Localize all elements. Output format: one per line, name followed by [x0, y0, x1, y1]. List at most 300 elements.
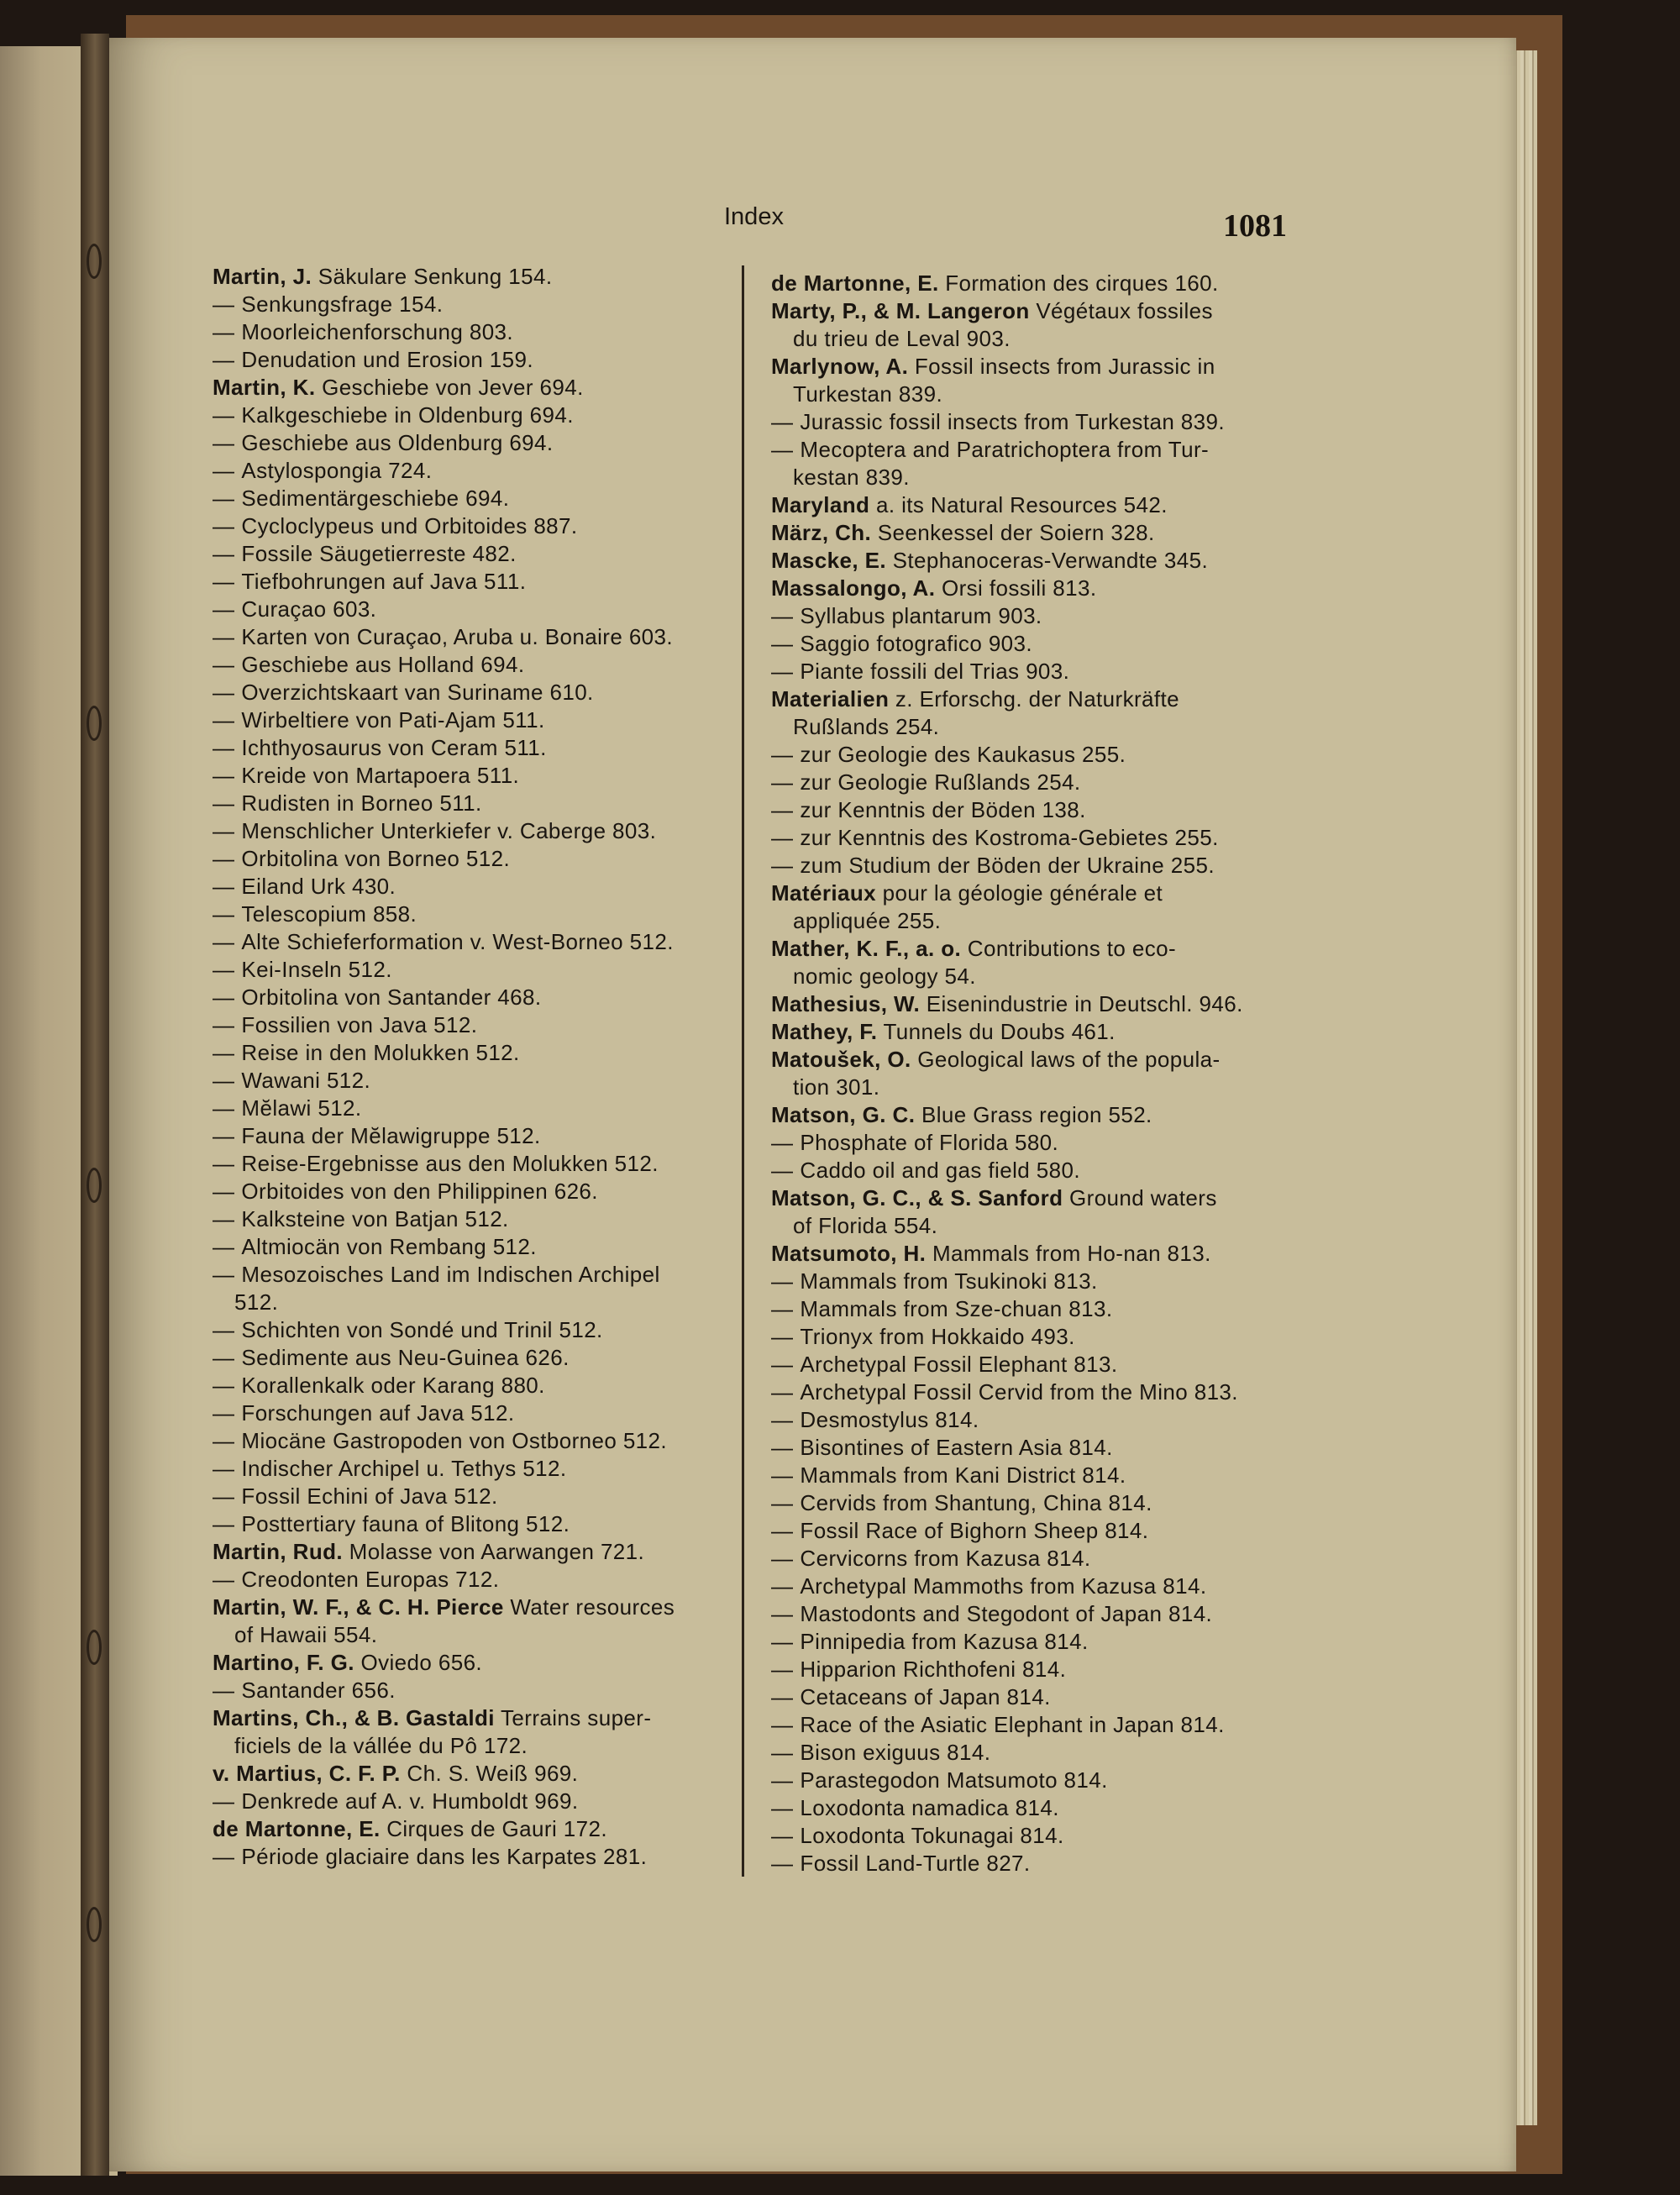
ditto-dash: —: [213, 1483, 235, 1509]
entry-author: Massalongo, A.: [771, 575, 936, 601]
ditto-dash: —: [771, 742, 794, 767]
index-entry: [771, 1184, 1290, 1240]
entry-title: pour la géologie générale et: [882, 880, 1163, 906]
index-subentry: [771, 1850, 1290, 1877]
index-subentry: [213, 1427, 733, 1455]
index-subentry: [771, 1378, 1290, 1406]
index-subentry: [213, 346, 733, 374]
entry-title: Fauna der Mĕlawigruppe 512.: [241, 1123, 541, 1148]
ditto-dash: —: [213, 596, 235, 622]
index-subentry: [213, 1011, 733, 1039]
binding-stitch: [87, 1168, 102, 1203]
ditto-dash: —: [213, 1456, 235, 1481]
ditto-dash: —: [213, 652, 235, 677]
index-subentry: [213, 1205, 733, 1233]
entry-title: Cervicorns from Kazusa 814.: [800, 1546, 1091, 1571]
ditto-dash: —: [213, 1511, 235, 1536]
ditto-dash: —: [771, 1158, 794, 1183]
entry-continuation: 512.: [234, 1289, 279, 1315]
ditto-dash: —: [771, 1601, 794, 1626]
entry-author: Mascke, E.: [771, 548, 886, 573]
ditto-dash: —: [213, 624, 235, 649]
index-subentry: [213, 984, 733, 1011]
index-subentry: [213, 1566, 733, 1594]
index-subentry: [213, 679, 733, 706]
entry-author: Mather, K. F., a. o.: [771, 936, 962, 961]
ditto-dash: —: [213, 1234, 235, 1259]
entry-title: Menschlicher Unterkiefer v. Caberge 803.: [241, 818, 657, 843]
ditto-dash: —: [771, 603, 794, 628]
index-subentry: [771, 658, 1290, 685]
entry-title: Orsi fossili 813.: [941, 575, 1097, 601]
index-entry: [771, 270, 1290, 297]
index-subentry: [771, 741, 1290, 769]
entry-title: Mesozoisches Land im Indischen Archipel: [241, 1262, 660, 1287]
binding-stitch: [87, 1630, 102, 1665]
entry-author: Martins, Ch., & B. Gastaldi: [213, 1705, 495, 1730]
index-subentry: [213, 1483, 733, 1510]
index-entry: [771, 1018, 1290, 1046]
index-subentry: [771, 1683, 1290, 1711]
index-subentry: [213, 1067, 733, 1095]
index-subentry: [771, 1157, 1290, 1184]
entry-title: Fossil Echini of Java 512.: [241, 1483, 498, 1509]
index-entry: [213, 1760, 733, 1788]
entry-title: zum Studium der Böden der Ukraine 255.: [800, 853, 1215, 878]
entry-title: Orbitolina von Borneo 512.: [241, 846, 511, 871]
index-subentry: [213, 1150, 733, 1178]
entry-author: Martin, W. F., & C. H. Pierce: [213, 1594, 504, 1620]
index-subentry: [771, 1711, 1290, 1739]
ditto-dash: —: [213, 901, 235, 927]
entry-title: zur Kenntnis der Böden 138.: [800, 797, 1086, 822]
index-subentry: [213, 1677, 733, 1704]
entry-title: Eiland Urk 430.: [241, 874, 396, 899]
entry-author: Mathesius, W.: [771, 991, 921, 1016]
index-subentry: [771, 1268, 1290, 1295]
binding-stitch: [87, 1907, 102, 1942]
index-subentry: [771, 1767, 1290, 1794]
entry-title: Cetaceans of Japan 814.: [800, 1684, 1051, 1709]
index-subentry: [213, 956, 733, 984]
index-subentry: [771, 408, 1290, 436]
index-subentry: [213, 1788, 733, 1815]
index-subentry: [213, 1233, 733, 1261]
entry-author: Martin, J.: [213, 264, 312, 289]
entry-title: Formation des cirques 160.: [945, 270, 1219, 296]
entry-title: Cirques de Gauri 172.: [386, 1816, 607, 1841]
entry-title: zur Geologie des Kaukasus 255.: [800, 742, 1126, 767]
ditto-dash: —: [771, 659, 794, 684]
running-head: Index: [724, 203, 784, 230]
entry-title: Mastodonts and Stegodont of Japan 814.: [800, 1601, 1213, 1626]
entry-continuation: ficiels de la vállée du Pô 172.: [234, 1733, 528, 1758]
entry-author: Matson, G. C., & S. Sanford: [771, 1185, 1063, 1210]
index-entry: [213, 1649, 733, 1677]
entry-author: v. Martius, C. F. P.: [213, 1761, 401, 1786]
index-subentry: [213, 568, 733, 596]
ditto-dash: —: [213, 1068, 235, 1093]
index-subentry: [213, 1344, 733, 1372]
ditto-dash: —: [213, 513, 235, 538]
index-subentry: [213, 734, 733, 762]
index-subentry: [771, 1295, 1290, 1323]
ditto-dash: —: [213, 569, 235, 594]
entry-title: Astylospongia 724.: [241, 458, 433, 483]
index-subentry: [213, 1510, 733, 1538]
index-subentry: [213, 1039, 733, 1067]
entry-title: Mĕlawi 512.: [241, 1095, 362, 1121]
entry-author: de Martonne, E.: [771, 270, 939, 296]
index-entry: [771, 1101, 1290, 1129]
index-subentry: [771, 1323, 1290, 1351]
index-subentry: [213, 457, 733, 485]
ditto-dash: —: [213, 957, 235, 982]
entry-title: Denkrede auf A. v. Humboldt 969.: [241, 1788, 579, 1814]
entry-title: Cycloclypeus und Orbitoides 887.: [241, 513, 578, 538]
index-subentry: [771, 1822, 1290, 1850]
entry-title: Kreide von Martapoera 511.: [241, 763, 520, 788]
entry-continuation: kestan 839.: [793, 465, 910, 490]
ditto-dash: —: [213, 818, 235, 843]
entry-title: Loxodonta namadica 814.: [800, 1795, 1059, 1820]
entry-title: Ch. S. Weiß 969.: [407, 1761, 579, 1786]
index-subentry: [213, 318, 733, 346]
index-subentry: [213, 1399, 733, 1427]
index-entry: [771, 547, 1290, 575]
index-subentry: [213, 873, 733, 901]
ditto-dash: —: [213, 1179, 235, 1204]
ditto-dash: —: [771, 631, 794, 656]
entry-title: Période glaciaire dans les Karpates 281.: [241, 1844, 648, 1869]
ditto-dash: —: [771, 1823, 794, 1848]
entry-continuation: of Hawaii 554.: [234, 1622, 378, 1647]
index-subentry: [771, 1628, 1290, 1656]
ditto-dash: —: [213, 1262, 235, 1287]
entry-author: Martin, Rud.: [213, 1539, 344, 1564]
ditto-dash: —: [213, 402, 235, 428]
index-subentry: [771, 1545, 1290, 1573]
ditto-dash: —: [771, 1268, 794, 1294]
entry-title: Loxodonta Tokunagai 814.: [800, 1823, 1064, 1848]
index-subentry: [213, 1843, 733, 1871]
ditto-dash: —: [213, 486, 235, 511]
entry-title: Posttertiary fauna of Blitong 512.: [241, 1511, 570, 1536]
ditto-dash: —: [213, 291, 235, 317]
index-subentry: [213, 762, 733, 790]
entry-author: Matoušek, O.: [771, 1047, 911, 1072]
ditto-dash: —: [771, 1795, 794, 1820]
entry-title: Korallenkalk oder Karang 880.: [241, 1373, 545, 1398]
ditto-dash: —: [213, 430, 235, 455]
index-subentry: [771, 436, 1290, 491]
entry-author: Matson, G. C.: [771, 1102, 916, 1127]
ditto-dash: —: [213, 1788, 235, 1814]
entry-title: Cervids from Shantung, China 814.: [800, 1490, 1152, 1515]
ditto-dash: —: [771, 1629, 794, 1654]
entry-title: Säkulare Senkung 154.: [318, 264, 553, 289]
entry-title: Fossil Land-Turtle 827.: [800, 1851, 1031, 1876]
entry-author: Materialien: [771, 686, 890, 712]
entry-title: a. its Natural Resources 542.: [875, 492, 1168, 517]
ditto-dash: —: [213, 707, 235, 733]
entry-title: Archetypal Mammoths from Kazusa 814.: [800, 1573, 1207, 1599]
index-subentry: [213, 1261, 733, 1316]
index-subentry: [213, 1122, 733, 1150]
index-subentry: [771, 630, 1290, 658]
index-subentry: [213, 512, 733, 540]
entry-title: Fossile Säugetierreste 482.: [241, 541, 517, 566]
entry-continuation: nomic geology 54.: [793, 964, 976, 989]
entry-title: Végétaux fossiles: [1036, 298, 1213, 323]
ditto-dash: —: [771, 769, 794, 795]
index-entry: [771, 685, 1290, 741]
ditto-dash: —: [771, 1712, 794, 1737]
ditto-dash: —: [213, 1012, 235, 1037]
ditto-dash: —: [771, 1767, 794, 1793]
entry-title: Orbitolina von Santander 468.: [241, 985, 542, 1010]
entry-title: Telescopium 858.: [241, 901, 417, 927]
ditto-dash: —: [771, 1407, 794, 1432]
index-entry: [771, 491, 1290, 519]
entry-author: Mathey, F.: [771, 1019, 878, 1044]
ditto-dash: —: [771, 1130, 794, 1155]
entry-title: zur Kenntnis des Kostroma-Gebietes 255.: [800, 825, 1219, 850]
index-entry: [771, 1046, 1290, 1101]
entry-title: Archetypal Fossil Cervid from the Mino 813.: [800, 1379, 1238, 1405]
entry-title: Pinnipedia from Kazusa 814.: [800, 1629, 1089, 1654]
index-subentry: [213, 706, 733, 734]
index-entry: [771, 1240, 1290, 1268]
index-subentry: [771, 824, 1290, 852]
entry-author: Matériaux: [771, 880, 876, 906]
entry-title: Sedimentärgeschiebe 694.: [241, 486, 510, 511]
ditto-dash: —: [771, 853, 794, 878]
ditto-dash: —: [771, 1546, 794, 1571]
entry-title: Ichthyosaurus von Ceram 511.: [241, 735, 547, 760]
index-column-left: [213, 263, 733, 1871]
ditto-dash: —: [213, 319, 235, 344]
index-entry: [213, 1538, 733, 1566]
index-subentry: [771, 1517, 1290, 1545]
index-subentry: [213, 291, 733, 318]
index-subentry: [771, 1489, 1290, 1517]
index-entry: [213, 1815, 733, 1843]
index-entry: [771, 880, 1290, 935]
ditto-dash: —: [213, 1567, 235, 1592]
index-subentry: [213, 817, 733, 845]
index-subentry: [213, 402, 733, 429]
ditto-dash: —: [771, 1462, 794, 1488]
entry-continuation: appliquée 255.: [793, 908, 942, 933]
index-subentry: [213, 1455, 733, 1483]
entry-title: Hipparion Richthofeni 814.: [800, 1657, 1067, 1682]
index-subentry: [771, 1406, 1290, 1434]
entry-author: Maryland: [771, 492, 870, 517]
entry-title: Kalkgeschiebe in Oldenburg 694.: [241, 402, 574, 428]
entry-title: Geological laws of the popula-: [917, 1047, 1221, 1072]
entry-title: Wawani 512.: [241, 1068, 371, 1093]
index-subentry: [213, 1316, 733, 1344]
ditto-dash: —: [213, 790, 235, 816]
index-subentry: [771, 1794, 1290, 1822]
index-entry: [213, 263, 733, 291]
entry-title: Schichten von Sondé und Trinil 512.: [241, 1317, 603, 1342]
index-subentry: [213, 1178, 733, 1205]
ditto-dash: —: [213, 1151, 235, 1176]
index-subentry: [213, 901, 733, 928]
ditto-dash: —: [771, 1324, 794, 1349]
entry-title: Blue Grass region 552.: [921, 1102, 1152, 1127]
entry-title: Mammals from Kani District 814.: [800, 1462, 1126, 1488]
ditto-dash: —: [213, 985, 235, 1010]
entry-title: Jurassic fossil insects from Turkestan 839.: [800, 409, 1226, 434]
entry-title: Wirbeltiere von Pati-Ajam 511.: [241, 707, 545, 733]
entry-title: Curaçao 603.: [241, 596, 377, 622]
entry-title: Kalksteine von Batjan 512.: [241, 1206, 509, 1231]
entry-title: Geschiebe aus Oldenburg 694.: [241, 430, 554, 455]
entry-title: Forschungen auf Java 512.: [241, 1400, 515, 1426]
ditto-dash: —: [213, 874, 235, 899]
index-subentry: [213, 790, 733, 817]
entry-continuation: Turkestan 839.: [793, 381, 943, 407]
ditto-dash: —: [213, 1373, 235, 1398]
index-subentry: [771, 1129, 1290, 1157]
ditto-dash: —: [771, 1573, 794, 1599]
entry-title: zur Geologie Rußlands 254.: [800, 769, 1081, 795]
ditto-dash: —: [213, 1206, 235, 1231]
entry-title: Race of the Asiatic Elephant in Japan 814.: [800, 1712, 1225, 1737]
index-subentry: [771, 796, 1290, 824]
entry-title: Parastegodon Matsumoto 814.: [800, 1767, 1108, 1793]
index-entry: [213, 1704, 733, 1760]
entry-title: z. Erforschg. der Naturkräfte: [895, 686, 1180, 712]
binding-stitch: [87, 244, 102, 279]
ditto-dash: —: [771, 1518, 794, 1543]
ditto-dash: —: [213, 541, 235, 566]
page-number: 1081: [1223, 208, 1287, 244]
entry-title: Saggio fotografico 903.: [800, 631, 1033, 656]
ditto-dash: —: [213, 763, 235, 788]
ditto-dash: —: [771, 1435, 794, 1460]
entry-title: Karten von Curaçao, Aruba u. Bonaire 603.: [241, 624, 674, 649]
index-subentry: [771, 1739, 1290, 1767]
ditto-dash: —: [213, 1095, 235, 1121]
entry-title: Reise-Ergebnisse aus den Molukken 512.: [241, 1151, 659, 1176]
entry-title: Miocäne Gastropoden von Ostborneo 512.: [241, 1428, 668, 1453]
index-entry: [771, 519, 1290, 547]
ditto-dash: —: [771, 1740, 794, 1765]
entry-title: Molasse von Aarwangen 721.: [349, 1539, 645, 1564]
ditto-dash: —: [771, 409, 794, 434]
entry-continuation: tion 301.: [793, 1074, 880, 1100]
ditto-dash: —: [213, 1345, 235, 1370]
entry-title: Fossil insects from Jurassic in: [914, 354, 1215, 379]
index-subentry: [771, 1600, 1290, 1628]
entry-title: Santander 656.: [241, 1678, 396, 1703]
index-subentry: [771, 1351, 1290, 1378]
ditto-dash: —: [771, 1851, 794, 1876]
ditto-dash: —: [213, 347, 235, 372]
entry-title: Senkungsfrage 154.: [241, 291, 444, 317]
index-subentry: [213, 623, 733, 651]
index-subentry: [771, 769, 1290, 796]
entry-title: Oviedo 656.: [360, 1650, 483, 1675]
ditto-dash: —: [213, 1400, 235, 1426]
ditto-dash: —: [213, 458, 235, 483]
entry-author: Martino, F. G.: [213, 1650, 354, 1675]
entry-title: Seenkessel der Soiern 328.: [877, 520, 1155, 545]
entry-title: Eisenindustrie in Deutschl. 946.: [926, 991, 1243, 1016]
ditto-dash: —: [213, 1678, 235, 1703]
binding-stitch: [87, 706, 102, 741]
index-entry: [771, 990, 1290, 1018]
entry-title: Creodonten Europas 712.: [241, 1567, 500, 1592]
entry-title: Reise in den Molukken 512.: [241, 1040, 520, 1065]
entry-title: Water resources: [510, 1594, 675, 1620]
entry-title: Denudation und Erosion 159.: [241, 347, 534, 372]
entry-title: Archetypal Fossil Elephant 813.: [800, 1352, 1118, 1377]
entry-title: Geschiebe aus Holland 694.: [241, 652, 525, 677]
index-subentry: [771, 852, 1290, 880]
index-entry: [771, 353, 1290, 408]
index-entry: [213, 374, 733, 402]
ditto-dash: —: [213, 1844, 235, 1869]
entry-title: Mammals from Tsukinoki 813.: [800, 1268, 1098, 1294]
ditto-dash: —: [771, 1657, 794, 1682]
entry-title: Stephanoceras-Verwandte 345.: [892, 548, 1209, 573]
entry-title: Mammals from Ho-nan 813.: [932, 1241, 1211, 1266]
index-entry: [771, 297, 1290, 353]
entry-title: Mecoptera and Paratrichoptera from Tur-: [800, 437, 1210, 462]
index-subentry: [771, 1434, 1290, 1462]
entry-author: de Martonne, E.: [213, 1816, 381, 1841]
entry-title: Phosphate of Florida 580.: [800, 1130, 1059, 1155]
ditto-dash: —: [213, 1123, 235, 1148]
entry-title: Overzichtskaart van Suriname 610.: [241, 680, 594, 705]
entry-author: Marlynow, A.: [771, 354, 909, 379]
index-entry: [771, 575, 1290, 602]
entry-title: Tunnels du Doubs 461.: [883, 1019, 1116, 1044]
entry-title: Piante fossili del Trias 903.: [800, 659, 1070, 684]
ditto-dash: —: [213, 735, 235, 760]
entry-author: März, Ch.: [771, 520, 872, 545]
ditto-dash: —: [213, 1040, 235, 1065]
entry-continuation: of Florida 554.: [793, 1213, 938, 1238]
entry-title: Kei-Inseln 512.: [241, 957, 392, 982]
entry-continuation: Rußlands 254.: [793, 714, 940, 739]
ditto-dash: —: [771, 1379, 794, 1405]
entry-title: Desmostylus 814.: [800, 1407, 979, 1432]
entry-title: Terrains super-: [501, 1705, 652, 1730]
ditto-dash: —: [771, 1490, 794, 1515]
ditto-dash: —: [771, 1296, 794, 1321]
entry-title: Fossil Race of Bighorn Sheep 814.: [800, 1518, 1149, 1543]
entry-author: Martin, K.: [213, 375, 316, 400]
index-subentry: [213, 1095, 733, 1122]
ditto-dash: —: [213, 680, 235, 705]
index-column-right: [771, 270, 1290, 1877]
entry-title: Sedimente aus Neu-Guinea 626.: [241, 1345, 570, 1370]
index-subentry: [771, 1656, 1290, 1683]
entry-title: Indischer Archipel u. Tethys 512.: [241, 1456, 567, 1481]
index-subentry: [213, 928, 733, 956]
entry-title: Ground waters: [1069, 1185, 1217, 1210]
entry-title: Mammals from Sze-chuan 813.: [800, 1296, 1113, 1321]
index-subentry: [213, 845, 733, 873]
ditto-dash: —: [771, 825, 794, 850]
column-divider: [742, 265, 744, 1877]
